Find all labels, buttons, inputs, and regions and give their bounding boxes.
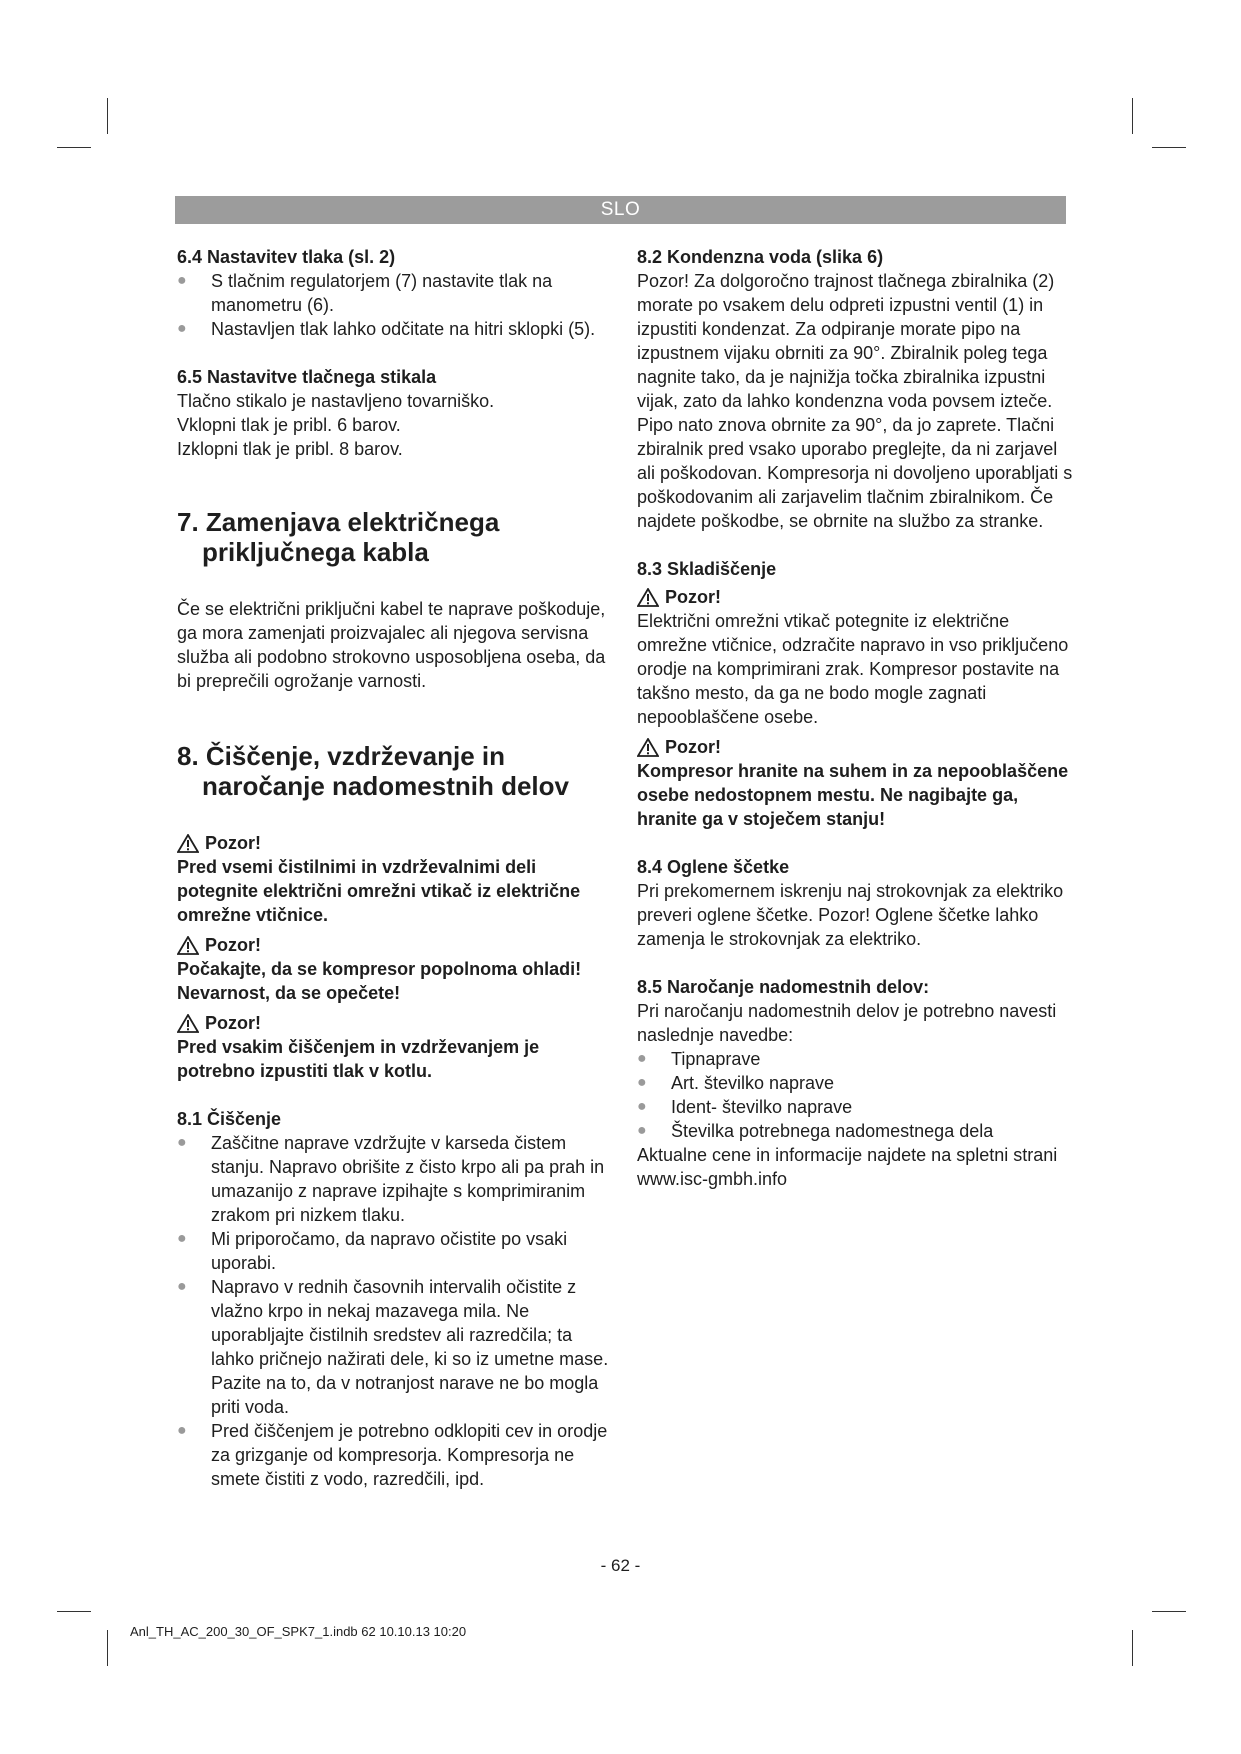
warning-triangle-icon [177,1014,199,1033]
list-item [177,1419,617,1491]
paragraph: Pozor! Za dolgoročno trajnost tlačnega zbiralnika (2) morate po vsakem delu odpreti izpustni ventil (1) in izpustiti kondenzat. Za odpiranje morate pipo na izpustnem vijaku obrniti za 90°. Zbiralnik poleg tega nagnite tako, da je najnižja točka zbiralnika izpustni vijak, zato da lahko kondenzna voda povsem izteče. Pipo nato znova obrnite za 90°, da jo zaprete. Tlačni zbiralnik pred vsako uporabo preglejte, da ni zarjavel ali poškodovan. Kompresorja ni dovoljeno uporabljati s poškodovanim ali zarjavelim tlačnim zbiralnikom. Če najdete poškodbe, se obrnite na službo za stranke. [637,271,1073,531]
list-item [637,1071,1077,1095]
warning-text: Počakajte, da se kompresor popolnoma ohladi! Nevarnost, da se opečete! [177,959,582,1003]
crop-mark [57,1611,91,1612]
section-title: 8.4 Oglene ščetke [637,857,790,877]
list-item [177,1275,617,1419]
bullet-icon: ● [177,272,187,289]
section-title: 8.3 Skladiščenje [637,559,777,579]
section-title: 8.2 Kondenzna voda (slika 6) [637,247,884,267]
right-column [637,245,1077,1191]
list-item-text: Nastavljen tlak lahko odčitate na hitri sklopki (5). [211,319,596,339]
warning-triangle-icon [637,738,659,757]
list-item-text: Tipnaprave [671,1049,761,1069]
crop-mark [1132,98,1133,134]
warning-triangle-icon [177,936,199,955]
paragraph: Vklopni tlak je pribl. 6 barov. [177,415,401,435]
list-item [177,269,617,317]
warning-heading: Pozor! [177,831,617,855]
chapter-title: 8. Čiščenje, vzdrževanje in naročanje nadomestnih delov [177,741,569,801]
list-item [177,1227,617,1275]
chapter-title: 7. Zamenjava električnega priključnega kabla [177,507,500,567]
paragraph: Pri naročanju nadomestnih delov je potrebno navesti naslednje navedbe: [637,1001,1057,1045]
warning-heading: Pozor! [637,735,1077,759]
crop-mark [107,98,108,134]
list-item [637,1095,1077,1119]
bullet-icon: ● [637,1074,647,1091]
warning-text: Kompresor hranite na suhem in za nepooblaščene osebe nedostopnem mestu. Ne nagibajte ga, hranite ga v stoječem stanju! [637,761,1069,829]
paragraph: Električni omrežni vtikač potegnite iz električne omrežne vtičnice, odzračite napravo in vso priključeno orodje na komprimirani zrak. Kompresor postavite na takšno mesto, da ga ne bodo mogle zagnati nepooblaščene osebe. [637,611,1069,727]
print-slug: Anl_TH_AC_200_30_OF_SPK7_1.indb 62 10.10.13 10:20 [130,1624,467,1639]
left-column [177,245,617,1491]
paragraph: Izklopni tlak je pribl. 8 barov. [177,439,403,459]
warning-heading: Pozor! [177,933,617,957]
section-title: 6.4 Nastavitev tlaka (sl. 2) [177,247,396,267]
list-item-text: Številka potrebnega nadomestnega dela [671,1121,994,1141]
list-item-text: Ident- številko naprave [671,1097,853,1117]
warning-text: Pred vsemi čistilnimi in vzdrževalnimi deli potegnite električni omrežni vtikač iz električne omrežne vtičnice. [177,857,581,925]
bullet-icon: ● [177,1422,187,1439]
bullet-icon: ● [177,1230,187,1247]
paragraph: Tlačno stikalo je nastavljeno tovarniško. [177,391,495,411]
bullet-icon: ● [637,1050,647,1067]
list-item-text: Zaščitne naprave vzdržujte v karseda čistem stanju. Napravo obrišite z čisto krpo ali pa prah in umazanijo z naprave izpihajte s komprimiranim zrakom pri nizkem tlaku. [211,1133,605,1225]
section-title: 6.5 Nastavitve tlačnega stikala [177,367,437,387]
crop-mark [1132,1630,1133,1666]
paragraph: Aktualne cene in informacije najdete na spletni strani www.isc-gmbh.info [637,1145,1058,1189]
list-item [637,1119,1077,1143]
bullet-list [637,1047,1077,1143]
bullet-icon: ● [177,1134,187,1151]
page-number: - 62 - [600,1556,641,1575]
section-title: 8.5 Naročanje nadomestnih delov: [637,977,930,997]
list-item-text: Art. številko naprave [671,1073,835,1093]
paragraph: Pri prekomernem iskrenju naj strokovnjak za elektriko preveri oglene ščetke. Pozor! Oglene ščetke lahko zamenja le strokovnjak za elektriko. [637,881,1064,949]
section-title: 8.1 Čiščenje [177,1109,282,1129]
bullet-icon: ● [637,1098,647,1115]
warning-heading: Pozor! [637,585,1077,609]
language-bar: SLO [175,196,1066,224]
bullet-icon: ● [637,1122,647,1139]
warning-triangle-icon [637,588,659,607]
warning-triangle-icon [177,834,199,853]
bullet-list [177,269,617,341]
bullet-icon: ● [177,320,187,337]
list-item [177,1131,617,1227]
crop-mark [1152,147,1186,148]
list-item-text: Napravo v rednih časovnih intervalih očistite z vlažno krpo in nekaj mazavega mila. Ne uporabljajte čistilnih sredstev ali razredčila; ta lahko pričnejo nažirati dele, ki so iz umetne mase. Pazite na to, da v notranjost narave ne bo mogla priti voda. [211,1277,609,1417]
list-item [177,317,617,341]
list-item [637,1047,1077,1071]
list-item-text: S tlačnim regulatorjem (7) nastavite tlak na manometru (6). [211,271,553,315]
crop-mark [1152,1611,1186,1612]
crop-mark [107,1630,108,1666]
warning-text: Pred vsakim čiščenjem in vzdrževanjem je potrebno izpustiti tlak v kotlu. [177,1037,540,1081]
warning-heading: Pozor! [177,1011,617,1035]
bullet-icon: ● [177,1278,187,1295]
paragraph: Če se električni priključni kabel te naprave poškoduje, ga mora zamenjati proizvajalec ali njegova servisna služba ali podobno strokovno usposobljena oseba, da bi preprečili ogrožanje varnosti. [177,599,606,691]
bullet-list [177,1131,617,1491]
list-item-text: Mi priporočamo, da napravo očistite po vsaki uporabi. [211,1229,568,1273]
list-item-text: Pred čiščenjem je potrebno odklopiti cev in orodje za grizganje od kompresorja. Kompresorja ne smete čistiti z vodo, razredčili, ipd. [211,1421,608,1489]
crop-mark [57,147,91,148]
